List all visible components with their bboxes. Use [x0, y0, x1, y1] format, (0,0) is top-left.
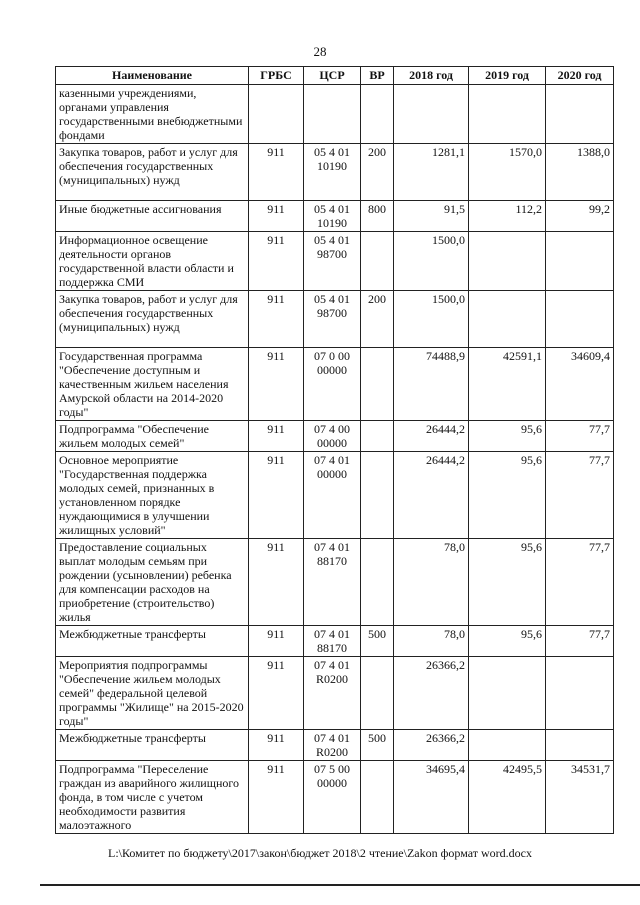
row-value-2019: [469, 657, 546, 730]
row-vr: 800: [361, 201, 394, 232]
row-value-2020: 99,2: [546, 201, 614, 232]
row-grbs: 911: [249, 761, 304, 834]
row-vr: 500: [361, 730, 394, 761]
table-row: [56, 761, 614, 834]
row-grbs: 911: [249, 201, 304, 232]
column-header-csr: ЦСР: [304, 67, 361, 85]
row-name: казенными учреждениями, органами управления государственными внебюджетными фондами: [56, 85, 249, 144]
row-value-2020: 77,7: [546, 539, 614, 626]
table-row: [56, 348, 614, 421]
row-name: Межбюджетные трансферты: [56, 730, 249, 761]
table-row: [56, 144, 614, 201]
row-grbs: 911: [249, 291, 304, 348]
row-value-2019: 1570,0: [469, 144, 546, 201]
row-name: Межбюджетные трансферты: [56, 626, 249, 657]
table-row: [56, 232, 614, 291]
row-vr: 200: [361, 291, 394, 348]
row-value-2020: [546, 291, 614, 348]
row-value-2019: [469, 85, 546, 144]
row-vr: [361, 85, 394, 144]
row-value-2020: [546, 730, 614, 761]
row-grbs: 911: [249, 626, 304, 657]
column-header-2019: 2019 год: [469, 67, 546, 85]
table-row: [56, 452, 614, 539]
row-value-2018: 1500,0: [394, 232, 469, 291]
row-grbs: [249, 85, 304, 144]
row-value-2019: 42591,1: [469, 348, 546, 421]
row-grbs: 911: [249, 657, 304, 730]
row-vr: [361, 232, 394, 291]
table-row: [56, 291, 614, 348]
row-csr: 07 4 01 88170: [304, 626, 361, 657]
row-csr: 05 4 01 10190: [304, 144, 361, 201]
row-csr: 07 4 00 00000: [304, 421, 361, 452]
row-grbs: 911: [249, 144, 304, 201]
row-name: Иные бюджетные ассигнования: [56, 201, 249, 232]
row-name: Подпрограмма "Переселение граждан из аварийного жилищного фонда, в том числе с учетом необходимости развития малоэтажного: [56, 761, 249, 834]
row-value-2018: 78,0: [394, 626, 469, 657]
row-csr: 07 4 01 R0200: [304, 730, 361, 761]
row-vr: [361, 657, 394, 730]
row-value-2018: 26366,2: [394, 730, 469, 761]
row-value-2019: 95,6: [469, 626, 546, 657]
row-vr: [361, 539, 394, 626]
row-value-2019: [469, 730, 546, 761]
row-value-2018: 1281,1: [394, 144, 469, 201]
row-name: Информационное освещение деятельности органов государственной власти области и поддержка СМИ: [56, 232, 249, 291]
row-value-2018: 74488,9: [394, 348, 469, 421]
table-header-row: [56, 67, 614, 85]
row-value-2018: 26444,2: [394, 421, 469, 452]
row-value-2020: [546, 657, 614, 730]
row-csr: 05 4 01 98700: [304, 291, 361, 348]
row-name: Подпрограмма "Обеспечение жильем молодых семей": [56, 421, 249, 452]
row-value-2019: [469, 291, 546, 348]
row-value-2019: 95,6: [469, 452, 546, 539]
row-grbs: 911: [249, 730, 304, 761]
bottom-rule: [40, 884, 640, 886]
row-value-2019: 112,2: [469, 201, 546, 232]
row-value-2020: [546, 232, 614, 291]
table-row: [56, 201, 614, 232]
row-csr: 07 4 01 R0200: [304, 657, 361, 730]
footer-file-path: L:\Комитет по бюджету\2017\закон\бюджет 2018\2 чтение\Zakon формат word.docx: [108, 846, 532, 860]
column-header-name: Наименование: [56, 67, 249, 85]
column-header-vr: ВР: [361, 67, 394, 85]
row-name: Предоставление социальных выплат молодым семьям при рождении (усыновлении) ребенка для компенсации расходов на приобретение (строительство) жилья: [56, 539, 249, 626]
row-value-2020: 34609,4: [546, 348, 614, 421]
row-value-2019: 42495,5: [469, 761, 546, 834]
row-grbs: 911: [249, 421, 304, 452]
row-csr: 07 4 01 00000: [304, 452, 361, 539]
row-value-2020: 77,7: [546, 626, 614, 657]
row-value-2018: 26366,2: [394, 657, 469, 730]
row-value-2018: 34695,4: [394, 761, 469, 834]
table-row: [56, 85, 614, 144]
row-csr: [304, 85, 361, 144]
row-value-2018: 91,5: [394, 201, 469, 232]
row-grbs: 911: [249, 232, 304, 291]
row-csr: 05 4 01 10190: [304, 201, 361, 232]
row-name: Закупка товаров, работ и услуг для обеспечения государственных (муниципальных) нужд: [56, 291, 249, 348]
table-row: [56, 657, 614, 730]
row-csr: 05 4 01 98700: [304, 232, 361, 291]
row-value-2018: 78,0: [394, 539, 469, 626]
table-row: [56, 730, 614, 761]
row-csr: 07 5 00 00000: [304, 761, 361, 834]
row-vr: [361, 452, 394, 539]
table-body: [56, 85, 614, 834]
row-name: Мероприятия подпрограммы "Обеспечение жильем молодых семей" федеральной целевой программы "Жилище" на 2015-2020 годы": [56, 657, 249, 730]
row-csr: 07 4 01 88170: [304, 539, 361, 626]
row-vr: 200: [361, 144, 394, 201]
column-header-grbs: ГРБС: [249, 67, 304, 85]
row-grbs: 911: [249, 452, 304, 539]
row-value-2020: [546, 85, 614, 144]
row-value-2020: 77,7: [546, 421, 614, 452]
row-csr: 07 0 00 00000: [304, 348, 361, 421]
row-grbs: 911: [249, 539, 304, 626]
row-value-2018: 26444,2: [394, 452, 469, 539]
table-row: [56, 539, 614, 626]
row-value-2019: 95,6: [469, 421, 546, 452]
row-value-2019: 95,6: [469, 539, 546, 626]
row-grbs: 911: [249, 348, 304, 421]
page-number: 28: [313, 44, 327, 59]
row-value-2020: 34531,7: [546, 761, 614, 834]
table-row: [56, 421, 614, 452]
row-name: Государственная программа "Обеспечение доступным и качественным жильем населения Амурской области на 2014-2020 годы": [56, 348, 249, 421]
row-value-2018: [394, 85, 469, 144]
row-vr: [361, 348, 394, 421]
row-name: Основное мероприятие "Государственная поддержка молодых семей, признанных в установленном порядке нуждающимися в улучшении жилищных условий": [56, 452, 249, 539]
row-vr: [361, 761, 394, 834]
row-value-2020: 1388,0: [546, 144, 614, 201]
row-value-2018: 1500,0: [394, 291, 469, 348]
row-vr: [361, 421, 394, 452]
row-name: Закупка товаров, работ и услуг для обеспечения государственных (муниципальных) нужд: [56, 144, 249, 201]
row-vr: 500: [361, 626, 394, 657]
table-row: [56, 626, 614, 657]
row-value-2019: [469, 232, 546, 291]
column-header-2018: 2018 год: [394, 67, 469, 85]
column-header-2020: 2020 год: [546, 67, 614, 85]
row-value-2020: 77,7: [546, 452, 614, 539]
budget-table: [55, 66, 614, 834]
